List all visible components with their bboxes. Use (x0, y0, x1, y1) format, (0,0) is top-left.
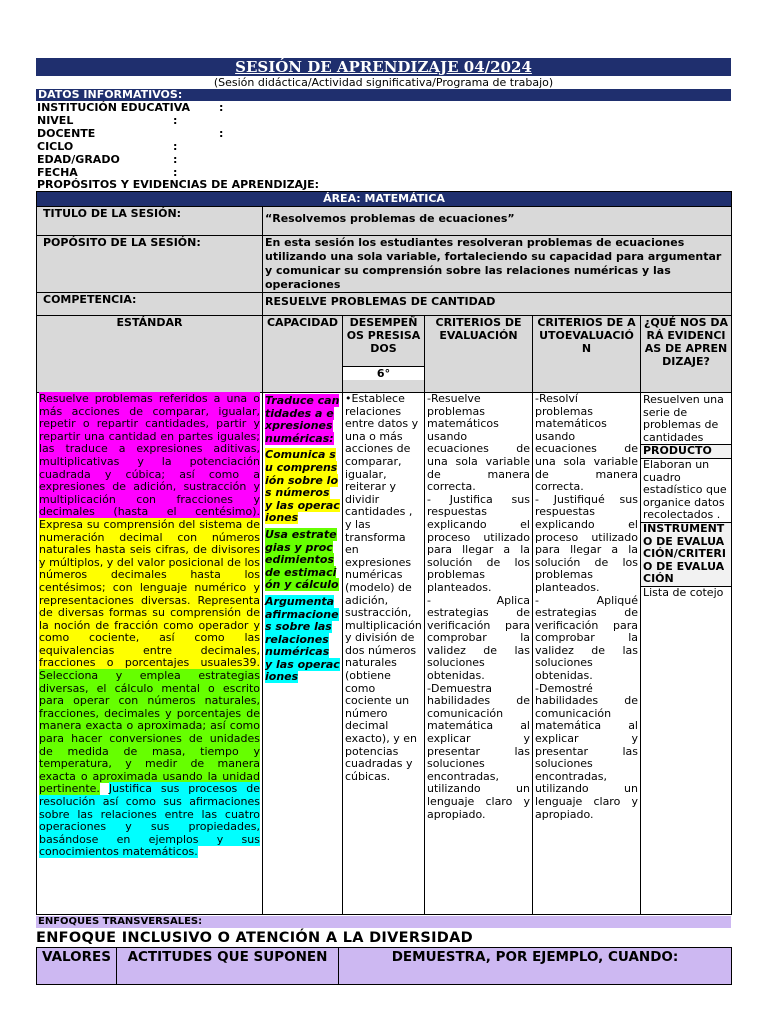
header-criterios: CRITERIOS DE EVALUACIÓN (425, 316, 533, 393)
header-autoevaluacion: CRITERIOS DE AUTOEVALUACIÓN (533, 316, 641, 393)
competencia-value: RESUELVE PROBLEMAS DE CANTIDAD (263, 293, 732, 316)
field-ciclo: CICLO : (37, 140, 178, 153)
header-desempenos: DESEMPEÑOS PRESISADOS 6° (343, 316, 425, 393)
proposito-value: En esta sesión los estudiantes resolveran problemas de ecuaciones utilizando una sola variable, fortaleciendo su capacidad para argumentar y comunicar su comprensión sobre las relaciones numéricas y las operaciones (263, 236, 732, 293)
proposito-label: POPÓSITO DE LA SESIÓN: (37, 236, 263, 293)
field-edad-grado: EDAD/GRADO : (37, 153, 178, 166)
field-label: NIVEL (37, 114, 74, 127)
capacidad-traduce: Traduce cantidades a expresiones numéricas: (265, 394, 340, 445)
header-demuestra: DEMUESTRA, POR EJEMPLO, CUANDO: (339, 948, 732, 985)
enfoque-title: ENFOQUE INCLUSIVO O ATENCIÓN A LA DIVERSIDAD (36, 930, 473, 946)
field-docente: DOCENTE : (37, 127, 224, 140)
field-label: DOCENTE (37, 127, 96, 140)
datos-informativos-label: DATOS INFORMATIVOS: (36, 89, 731, 101)
session-subtitle: (Sesión didáctica/Actividad significativa/Programa de trabajo) (213, 76, 554, 89)
evidencia-text: Resuelven una serie de problemas de cantidades (643, 393, 724, 444)
capacidad-usa-estrategias: Usa estrategias y procedimientos de estimación y cálculo (265, 527, 339, 592)
field-label: CICLO (37, 140, 74, 153)
header-evidencias: ¿QUÉ NOS DARÁ EVIDENCIAS DE APRENDIZAJE? (641, 316, 732, 393)
enfoques-table (36, 947, 732, 985)
instrumento-label: INSTRUMENTO DE EVALUACIÓN/CRITERIO DE EVALUACIÓN (641, 522, 731, 587)
estandar-comunica: Expresa su comprensión del sistema de numeración decimal con números naturales hasta seis cifras, de divisores y múltiplos, y del valor posicional de los números decimales hasta los centésimos; con lenguaje numérico y representaciones diversas. Representa de diversas formas su comprensión de la noción de fracción como operador y como cociente, así como las equivalencias entre decimales, fracciones o porcentajes usuales39. (39, 517, 260, 670)
grade-label: 6° (343, 366, 424, 380)
area-header: ÁREA: MATEMÁTICA (37, 192, 732, 207)
competencia-label: COMPETENCIA: (37, 293, 263, 316)
desempeno-cell: •Establece relaciones entre datos y una o más acciones de comparar, igualar, reiterar y dividir cantidades , y las transforma en expresiones numéricas (modelo) de adición, sustracción, multiplicación y división de dos números naturales (obtiene como cociente un número decimal exacto), y en potencias cuadradas y cúbicas. (343, 393, 425, 915)
header-estandar: ESTÁNDAR (37, 316, 263, 393)
field-label: INSTITUCIÓN EDUCATIVA (37, 101, 190, 114)
criterios-cell: -Resuelve problemas matemáticos usando ecuaciones de una sola variable de manera correcta. - Justifica sus respuestas explicando el proceso utilizado para llegar a la solución de los problemas planteados. - Aplica estrategias de verificación para comprobar la validez de las soluciones obtenidas. -Demuestra habilidades de comunicación matemática al explicar y presentar las soluciones encontradas, utilizando un lenguaje claro y apropiado. (425, 393, 533, 915)
estandar-traduce: Resuelve problemas referidos a una o más acciones de comparar, igualar, repetir o repartir cantidades, partir y repartir una cantidad en partes iguales; las traduce a expresiones aditivas, multiplicativas y la potenciación cuadrada y cúbica; así como a expresiones de adición, sustracción y multiplicación con fracciones y decimales (hasta el centésimo). (39, 392, 260, 519)
propositos-label: PROPÓSITOS Y EVIDENCIAS DE APRENDIZAJE: (37, 178, 320, 191)
titulo-value: “Resolvemos problemas de ecuaciones” (263, 207, 732, 236)
field-fecha: FECHA : (37, 166, 178, 179)
instrumento-text: Lista de cotejo (643, 585, 724, 599)
field-institucion: INSTITUCIÓN EDUCATIVA : (37, 101, 224, 114)
capacidad-argumenta: Argumenta afirmaciones sobre las relaciones numéricas y las operaciones (265, 594, 340, 684)
capacidades-cell (263, 393, 343, 915)
session-table (36, 191, 732, 915)
field-nivel: NIVEL : (37, 114, 178, 127)
estandar-cell (37, 393, 263, 915)
autoevaluacion-cell: -Resolví problemas matemáticos usando ecuaciones de una sola variable de manera correcta. - Justifiqué sus respuestas explicando el proceso utilizado para llegar a la solución de los problemas planteados. - Apliqué estrategias de verificación para comprobar la validez de las soluciones obtenidas. -Demostré habilidades de comunicación matemática al explicar y presentar las soluciones encontradas, utilizando un lenguaje claro y apropiado. (533, 393, 641, 915)
evidencias-cell (641, 393, 732, 915)
header-valores: VALORES (37, 948, 117, 985)
header-capacidad: CAPACIDAD (263, 316, 343, 393)
capacidad-comunica: Comunica su comprensión sobre los números y las operaciones (265, 448, 340, 525)
field-label: EDAD/GRADO (37, 153, 120, 166)
titulo-label: TITULO DE LA SESIÓN: (37, 207, 263, 236)
estandar-argumenta: Justifica sus procesos de resolución así como sus afirmaciones sobre las relaciones entre las cuatro operaciones y sus propiedades, basándose en ejemplos y sus conocimientos matemáticos. (39, 782, 260, 859)
field-label: FECHA (37, 166, 78, 179)
estandar-usa-estrategias: Selecciona y emplea estrategias diversas, el cálculo mental o escrito para operar con números naturales, fracciones, decimales y porcentajes de manera exacta o aproximada; así como para hacer conversiones de unidades de medida de masa, tiempo y temperatura, y medir de manera exacta o aproximada usando la unidad pertinente. (39, 669, 260, 796)
session-title: SESIÓN DE APRENDIZAJE 04/2024 (36, 58, 731, 76)
enfoques-label: ENFOQUES TRANSVERSALES: (36, 916, 731, 928)
producto-text: Elaboran un cuadro estadístico que organice datos recolectados . (643, 457, 727, 522)
header-actitudes: ACTITUDES QUE SUPONEN (117, 948, 339, 985)
producto-label: PRODUCTO (641, 444, 731, 459)
